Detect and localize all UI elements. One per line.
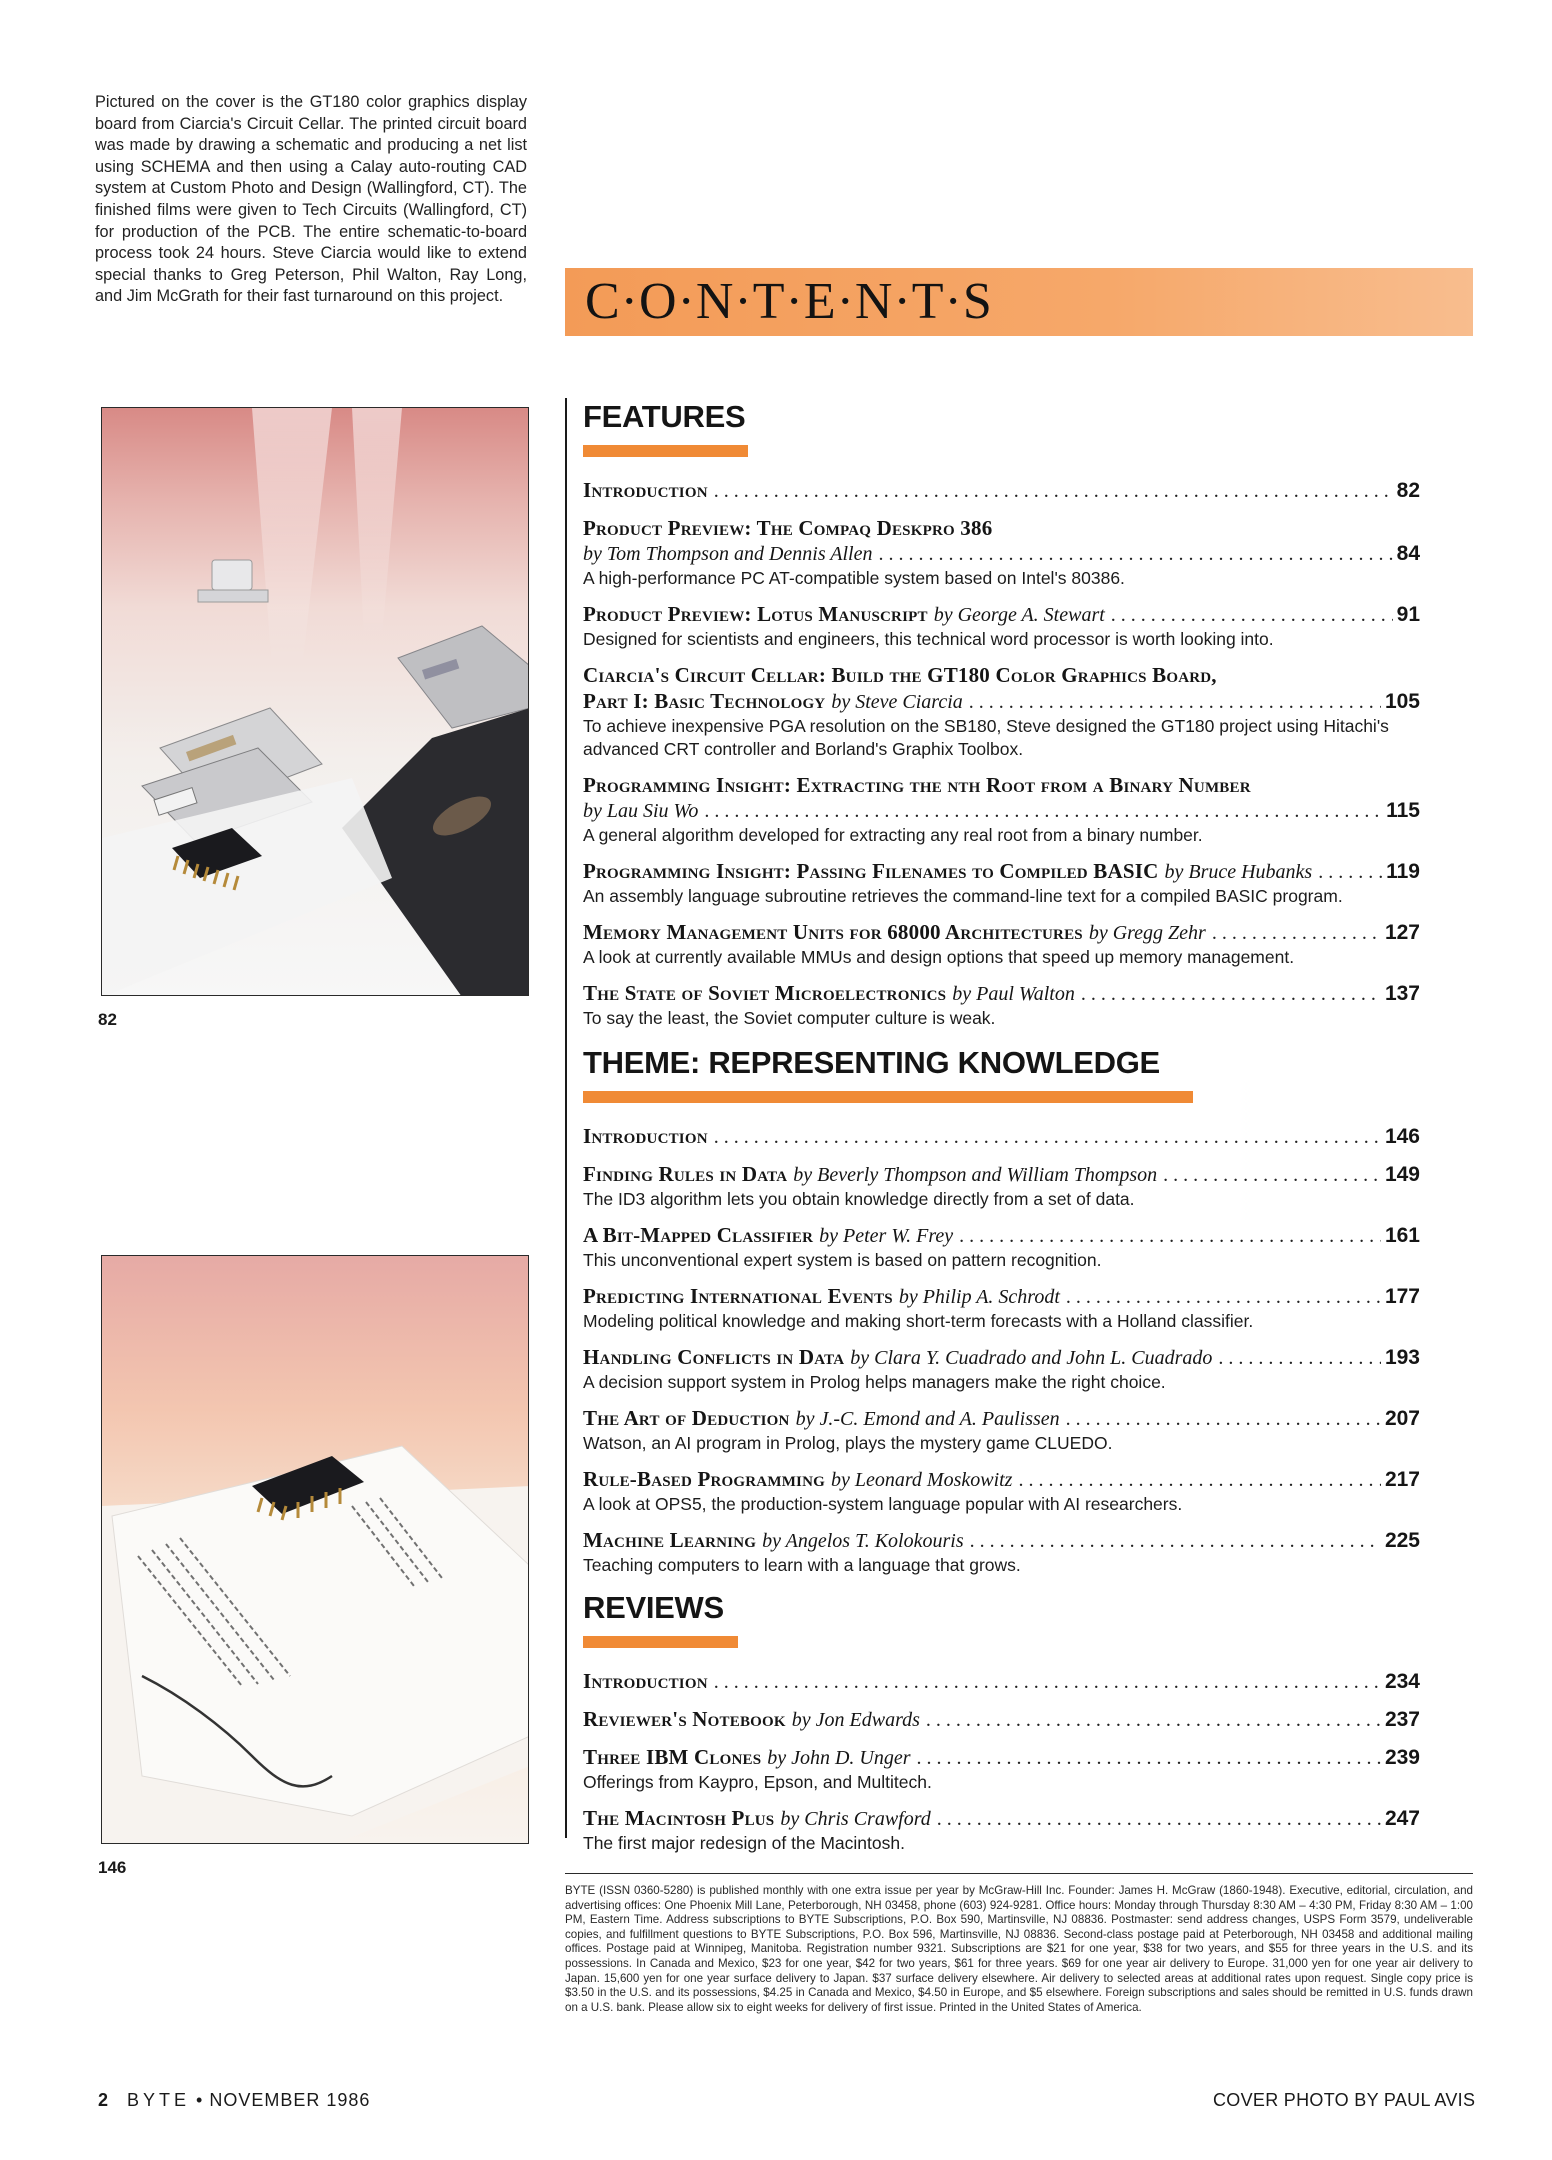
photo-credit: COVER PHOTO BY PAUL AVIS [1213,2090,1476,2110]
entry-title: Finding Rules in Data [583,1162,788,1186]
toc-entry[interactable] [583,1527,1420,1577]
entry-page: 193 [1384,1346,1420,1369]
section-title-theme: THEME: REPRESENTING KNOWLEDGE [583,1045,1160,1080]
section-title-reviews: REVIEWS [583,1590,724,1625]
entry-page: 146 [1384,1125,1420,1148]
leader-dots [714,478,1393,504]
entry-byline: by George A. Stewart [933,604,1105,626]
magazine-name: BYTE [127,2090,191,2110]
section-features [583,400,1420,1041]
disks-illustration [102,408,529,996]
toc-entry[interactable] [583,1706,1420,1733]
entry-description: Teaching computers to learn with a language that grows. [583,1555,1021,1575]
entry-description: Modeling political knowledge and making short-term forecasts with a Holland classifier. [583,1311,1254,1331]
entry-byline: by Jon Edwards [791,1709,920,1731]
entry-title: Product Preview: The Compaq Deskpro 386 [583,516,993,540]
entry-page: 91 [1396,603,1420,626]
section-bar [583,1636,738,1648]
page-number: 2 [98,2090,110,2110]
toc-entry[interactable] [583,1668,1420,1695]
toc-entry[interactable] [583,1805,1420,1855]
entry-byline: by Lau Siu Wo [583,800,699,822]
toc-entry[interactable] [583,1344,1420,1394]
entry-title: Programming Insight: Extracting the nth Root from a Binary Number [583,773,1251,797]
entry-description: The first major redesign of the Macintosh. [583,1833,905,1853]
toc-entry[interactable] [583,919,1420,969]
entry-title: The Macintosh Plus [583,1806,775,1830]
entry-description: To say the least, the Soviet computer culture is weak. [583,1008,996,1028]
entry-description: A general algorithm developed for extracting any real root from a binary number. [583,825,1203,845]
entry-page: 247 [1384,1807,1420,1830]
section-bar [583,445,748,457]
toc-entry[interactable] [583,772,1420,847]
entry-byline: by Angelos T. Kolokouris [762,1530,964,1552]
leader-dots [937,1806,1381,1832]
toc-entry[interactable] [583,515,1420,590]
toc-entry[interactable] [583,477,1420,504]
leader-dots [1066,1284,1381,1310]
toc-entry[interactable] [583,980,1420,1030]
leader-dots [1218,1345,1381,1371]
footer-folio [98,2090,370,2111]
issue-date: NOVEMBER 1986 [209,2090,371,2110]
entry-title: The Art of Deduction [583,1406,790,1430]
leader-dots [878,541,1392,567]
toc-divider [565,398,567,1838]
entry-byline: by J.-C. Emond and A. Paulissen [795,1408,1060,1430]
section-bar [583,1091,1193,1103]
contents-banner [565,268,1473,336]
entry-byline: by Peter W. Frey [819,1225,954,1247]
toc-entry[interactable] [583,1283,1420,1333]
entry-byline: by John D. Unger [767,1747,911,1769]
entry-description: A high-performance PC AT-compatible system based on Intel's 80386. [583,568,1125,588]
entry-title: Introduction [583,1124,708,1148]
entry-byline: by Gregg Zehr [1088,922,1206,944]
toc-entry[interactable] [583,1466,1420,1516]
toc-entry[interactable] [583,1405,1420,1455]
entry-title: Introduction [583,478,708,502]
leader-dots [1111,602,1393,628]
toc-entry[interactable] [583,601,1420,651]
entry-byline: by Steve Ciarcia [831,691,963,713]
entry-page: 137 [1384,982,1420,1005]
entry-page: 177 [1384,1285,1420,1308]
toc-entry[interactable] [583,1744,1420,1794]
leader-dots [959,1223,1381,1249]
entry-byline: by Chris Crawford [780,1808,931,1830]
section-theme [583,1046,1420,1588]
leader-dots [1318,859,1382,885]
entry-description: Watson, an AI program in Prolog, plays the mystery game CLUEDO. [583,1433,1113,1453]
entry-page: 115 [1386,799,1420,822]
entry-title: Memory Management Units for 68000 Architectures [583,920,1083,944]
entry-title: Programming Insight: Passing Filenames to Compiled BASIC [583,859,1159,883]
entry-title: Three IBM Clones [583,1745,762,1769]
entry-description: A look at OPS5, the production-system language popular with AI researchers. [583,1494,1183,1514]
entry-byline: by Clara Y. Cuadrado and John L. Cuadrado [850,1347,1213,1369]
entry-byline: by Bruce Hubanks [1164,861,1313,883]
entry-description: This unconventional expert system is based on pattern recognition. [583,1250,1102,1270]
entry-page: 225 [1384,1529,1420,1552]
entry-byline: by Beverly Thompson and William Thompson [793,1164,1158,1186]
cover-photo-disks [101,407,529,996]
entry-page: 239 [1384,1746,1420,1769]
entry-description: Designed for scientists and engineers, this technical word processor is worth looking into. [583,629,1274,649]
theme-photo-knowledge [101,1255,529,1844]
entry-page: 105 [1384,690,1420,713]
entry-page: 82 [1396,479,1420,502]
entry-page: 84 [1396,542,1420,565]
section-title-features: FEATURES [583,399,746,434]
leader-dots [1212,920,1381,946]
entry-byline: by Philip A. Schrodt [898,1286,1060,1308]
entry-title: Ciarcia's Circuit Cellar: Build the GT180 Color Graphics Board, [583,663,1217,687]
leader-dots [1066,1406,1381,1432]
entry-title: A Bit-Mapped Classifier [583,1223,814,1247]
entry-title-cont: Part I: Basic Technology [583,689,826,713]
entry-byline: by Paul Walton [952,983,1075,1005]
leader-dots [969,689,1381,715]
entry-page: 161 [1384,1224,1420,1247]
toc-entry[interactable] [583,1161,1420,1211]
entry-page: 237 [1384,1708,1420,1731]
entry-page: 127 [1384,921,1420,944]
knowledge-illustration [102,1256,529,1844]
photo-page-ref-82: 82 [98,1010,117,1029]
entry-description: An assembly language subroutine retrieves the command-line text for a compiled BASIC program. [583,886,1343,906]
entry-description: The ID3 algorithm lets you obtain knowledge directly from a set of data. [583,1189,1135,1209]
entry-title: Machine Learning [583,1528,757,1552]
entry-title: Handling Conflicts in Data [583,1345,845,1369]
entry-title: Introduction [583,1669,708,1693]
photo-page-ref-146: 146 [98,1858,127,1877]
toc-entry[interactable] [583,1222,1420,1272]
toc-entry[interactable] [583,662,1420,761]
entry-page: 207 [1384,1407,1420,1430]
entry-title: Reviewer's Notebook [583,1707,786,1731]
leader-dots [714,1669,1381,1695]
toc-entry[interactable] [583,1123,1420,1150]
cover-caption: Pictured on the cover is the GT180 color graphics display board from Ciarcia's Circuit Cellar. The printed circuit board was made by drawing a schematic and producing a net list using SCHEMA and then using a Calay auto-routing CAD system at Custom Photo and Design (Wallingford, CT). The finished films were given to Tech Circuits (Wallingford, CT) for production of the PCB. The entire schematic-to-board process took 24 hours. Steve Ciarcia would like to extend special thanks to Greg Peterson, Phil Walton, Ray Long, and Jim McGrath for their fast turnaround on this project. [95,93,527,306]
entry-description: Offerings from Kaypro, Epson, and Multitech. [583,1772,932,1792]
leader-dots [1081,981,1381,1007]
entry-title: Product Preview: Lotus Manuscript [583,602,928,626]
entry-byline: by Tom Thompson and Dennis Allen [583,543,873,565]
leader-dots [917,1745,1381,1771]
entry-description: A decision support system in Prolog helps managers make the right choice. [583,1372,1166,1392]
leader-dots [1018,1467,1380,1493]
section-reviews [583,1591,1420,1866]
contents-heading: C·O·N·T·E·N·T·S [585,273,993,330]
footer-separator: • [196,2090,204,2110]
entry-page: 234 [1384,1670,1420,1693]
toc-entry[interactable] [583,858,1420,908]
entry-description: To achieve inexpensive PGA resolution on the SB180, Steve designed the GT180 project using Hitachi's advanced CRT controller and Borland's Graphix Toolbox. [583,716,1389,759]
leader-dots [714,1124,1381,1150]
entry-page: 217 [1384,1468,1420,1491]
leader-dots [970,1528,1381,1554]
entry-byline: by Leonard Moskowitz [830,1469,1013,1491]
leader-dots [926,1707,1381,1733]
entry-page: 119 [1386,860,1420,883]
leader-dots [704,798,1382,824]
entry-title: Rule-Based Programming [583,1467,825,1491]
publication-statement: BYTE (ISSN 0360-5280) is published monthly with one extra issue per year by McGraw-Hill Inc. Founder: James H. McGraw (1860-1948). Executive, editorial, circulation, and advertising offices: One Phoenix Mill Lane, Peterborough, NH 03458, phone (603) 924-9281. Office hours: Monday through Thursday 8:30 AM – 4:30 PM, Friday 8:30 AM – 1:00 PM, Eastern Time. Address subscriptions to BYTE Subscriptions, P.O. Box 590, Martinsville, NJ 08836. Postmaster: send address changes, USPS Form 3579, undeliverable copies, and fulfillment questions to BYTE Subscriptions, P.O. Box 596, Martinsville, NJ 08836. Second-class postage paid at Peterborough, NH 03458 and additional mailing offices. Postage paid at Winnipeg, Manitoba. Registration number 9321. Subscriptions are $21 for one year, $38 for two years, and $55 for three years in the U.S. and its possessions. In Canada and Mexico, $23 for one year, $42 for two years, $61 for three years. $69 for one year air delivery to Europe. 31,000 yen for one year air delivery to Japan. 15,600 yen for one year surface delivery to Japan. $37 surface delivery elsewhere. Air delivery to selected areas at additional rates upon request. Single copy price is $3.50 in the U.S. and its possessions, $4.25 in Canada and Mexico, $4.50 in Europe, and $5 elsewhere. Foreign subscriptions and sales should be remitted in U.S. funds drawn on a U.S. bank. Please allow six to eight weeks for delivery of first issue. Printed in the United States of America. [565,1873,1473,2015]
entry-title: The State of Soviet Microelectronics [583,981,947,1005]
entry-page: 149 [1384,1163,1420,1186]
entry-description: A look at currently available MMUs and design options that speed up memory management. [583,947,1295,967]
entry-title: Predicting International Events [583,1284,893,1308]
leader-dots [1163,1162,1381,1188]
